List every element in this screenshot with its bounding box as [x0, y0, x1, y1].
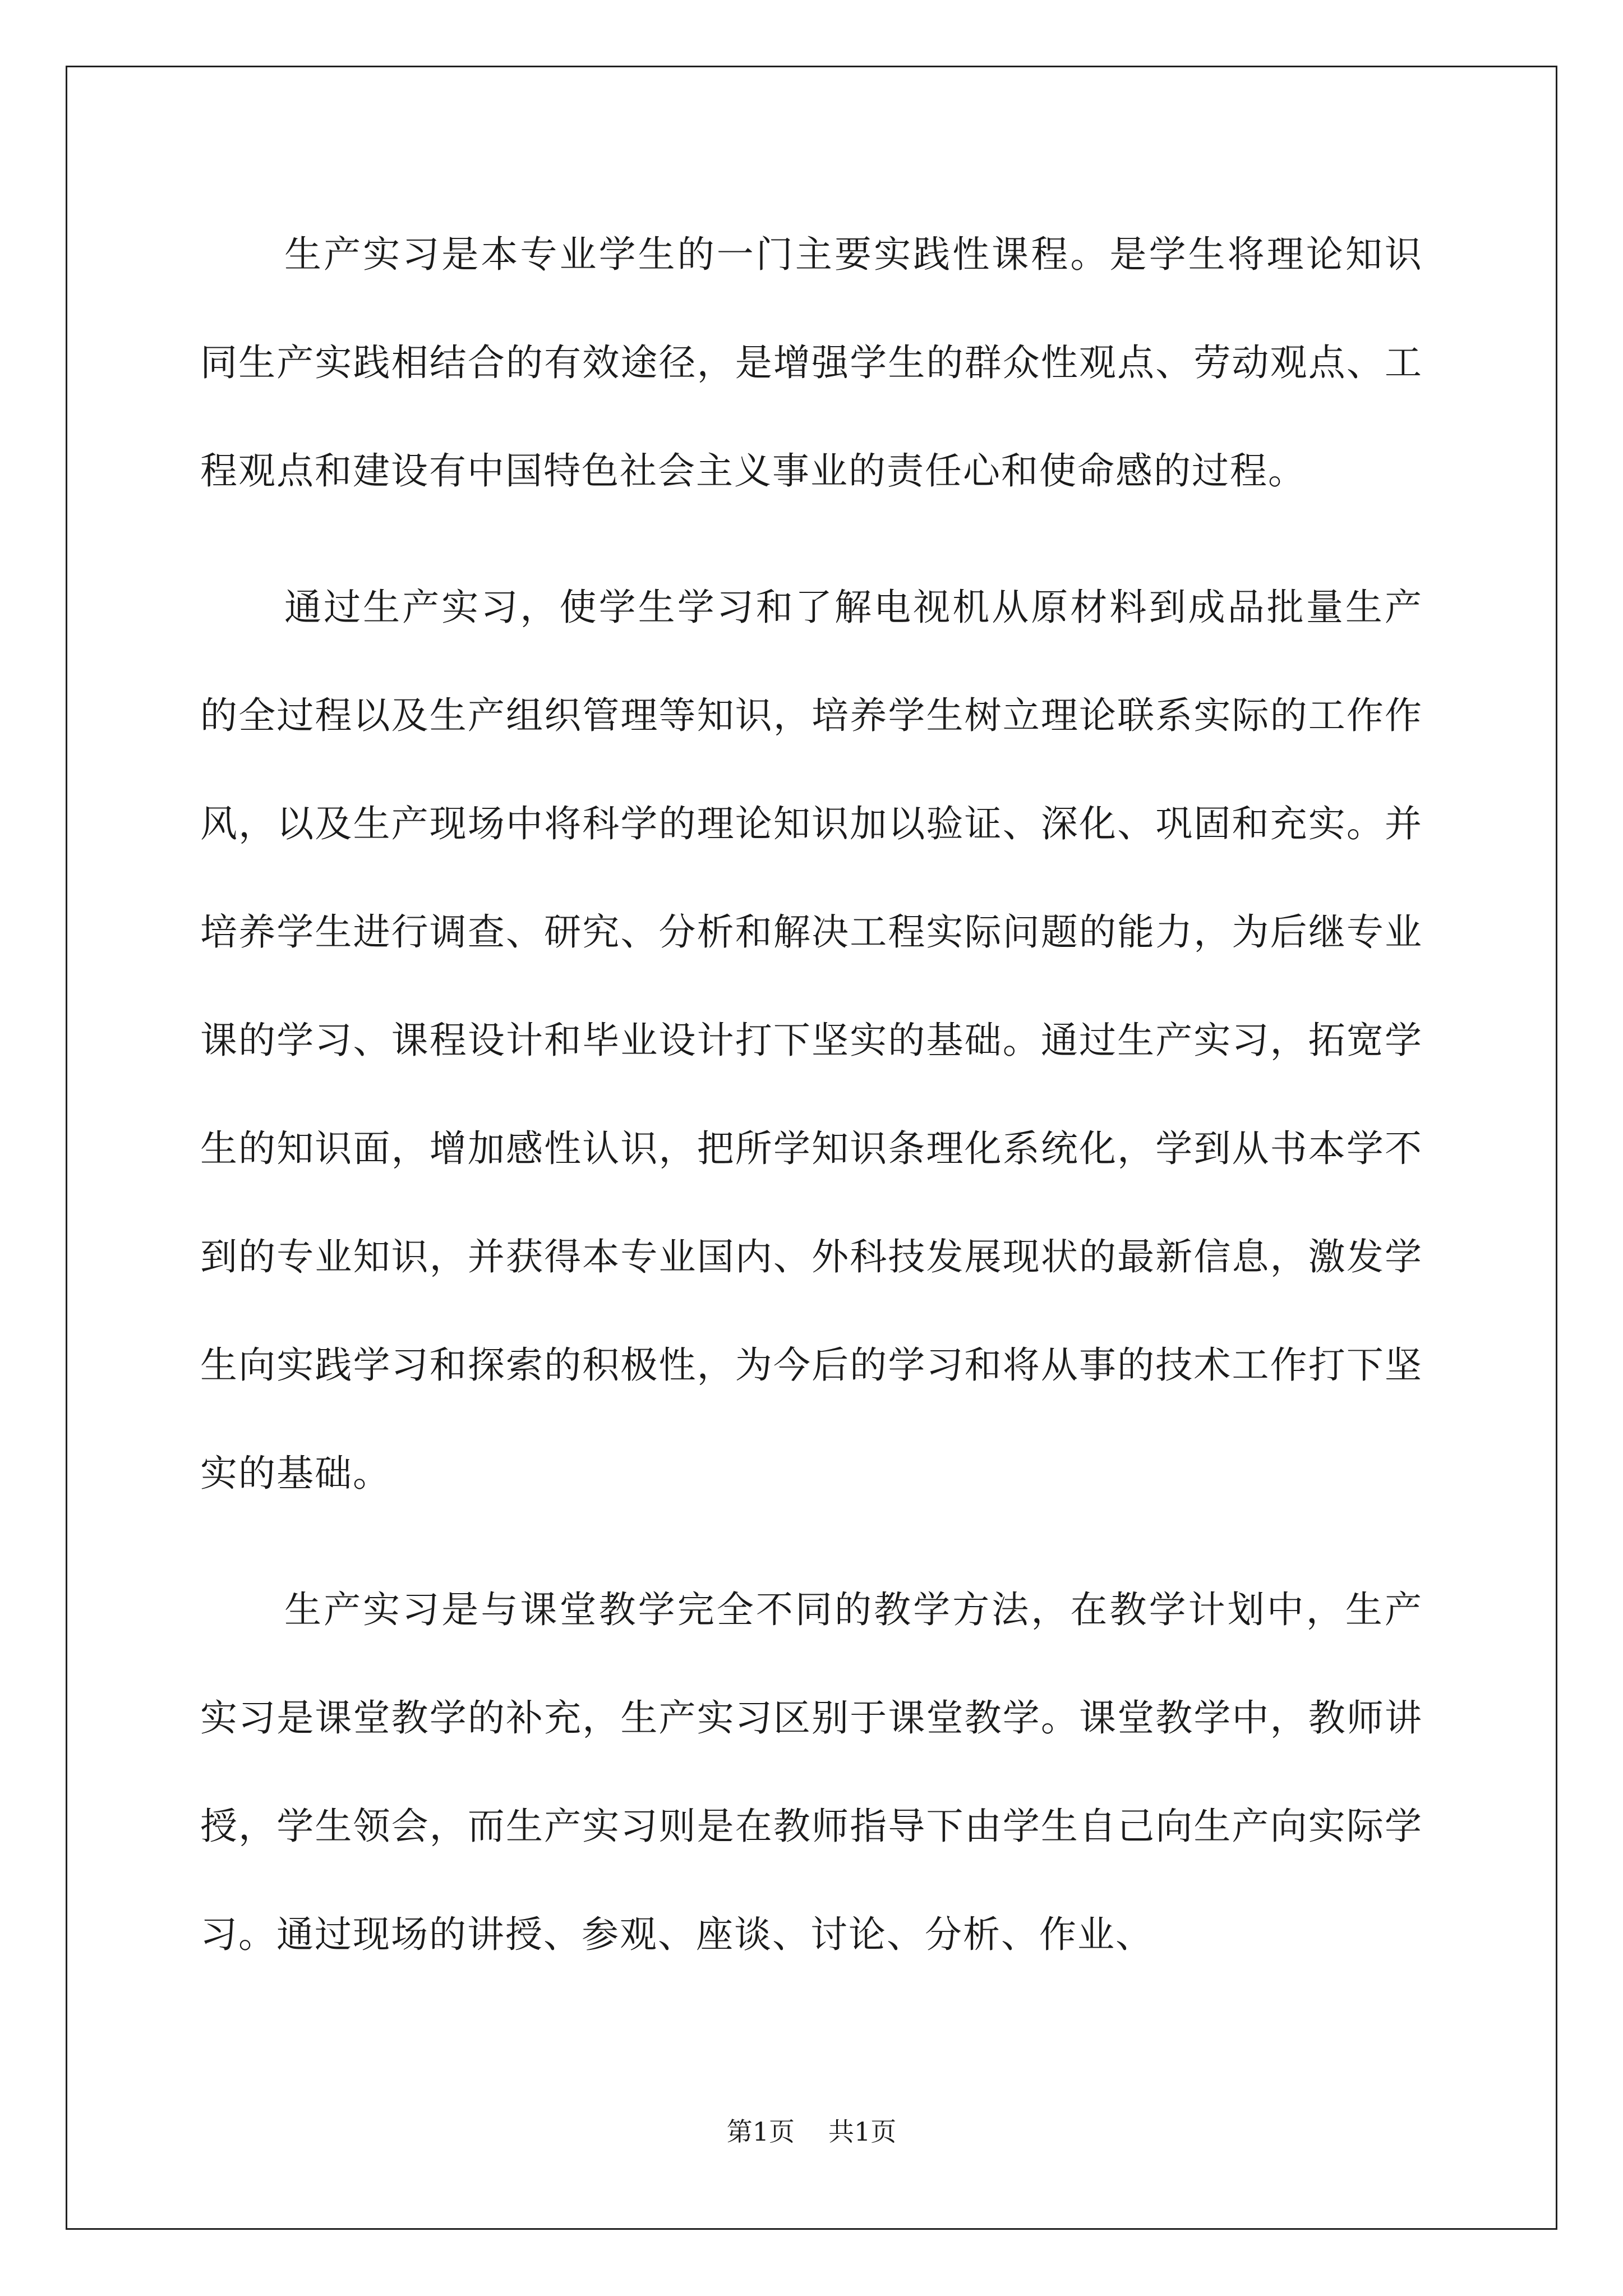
document-body	[200, 200, 1423, 2017]
paragraph-2: 通过生产实习，使学生学习和了解电视机从原材料到成品批量生产的全过程以及生产组织管理等知识，培养学生树立理论联系实际的工作作风，以及生产现场中将科学的理论知识加以验证、深化、巩固和充实。并培养学生进行调查、研究、分析和解决工程实际问题的能力，为后继专业课的学习、课程设计和毕业设计打下坚实的基础。通过生产实习，拓宽学生的知识面，增加感性认识，把所学知识条理化系统化，学到从书本学不到的专业知识，并获得本专业国内、外科技发展现状的最新信息，激发学生向实践学习和探索的积极性，为今后的学习和将从事的技术工作打下坚实的基础。	[200, 586, 1423, 1495]
page-footer	[0, 2115, 1623, 2148]
paragraph-1: 生产实习是本专业学生的一门主要实践性课程。是学生将理论知识同生产实践相结合的有效途径，是增强学生的群众性观点、劳动观点、工程观点和建设有中国特色社会主义事业的责任心和使命感的过程。	[200, 233, 1423, 493]
paragraph-3: 生产实习是与课堂教学完全不同的教学方法，在教学计划中，生产实习是课堂教学的补充，生产实习区别于课堂教学。课堂教学中，教师讲授，学生领会，而生产实习则是在教师指导下由学生自己向生产向实际学习。通过现场的讲授、参观、座谈、讨论、分析、作业、	[200, 1588, 1423, 1956]
page-total: 共1页	[828, 2116, 897, 2147]
page-number: 第1页	[726, 2116, 795, 2147]
